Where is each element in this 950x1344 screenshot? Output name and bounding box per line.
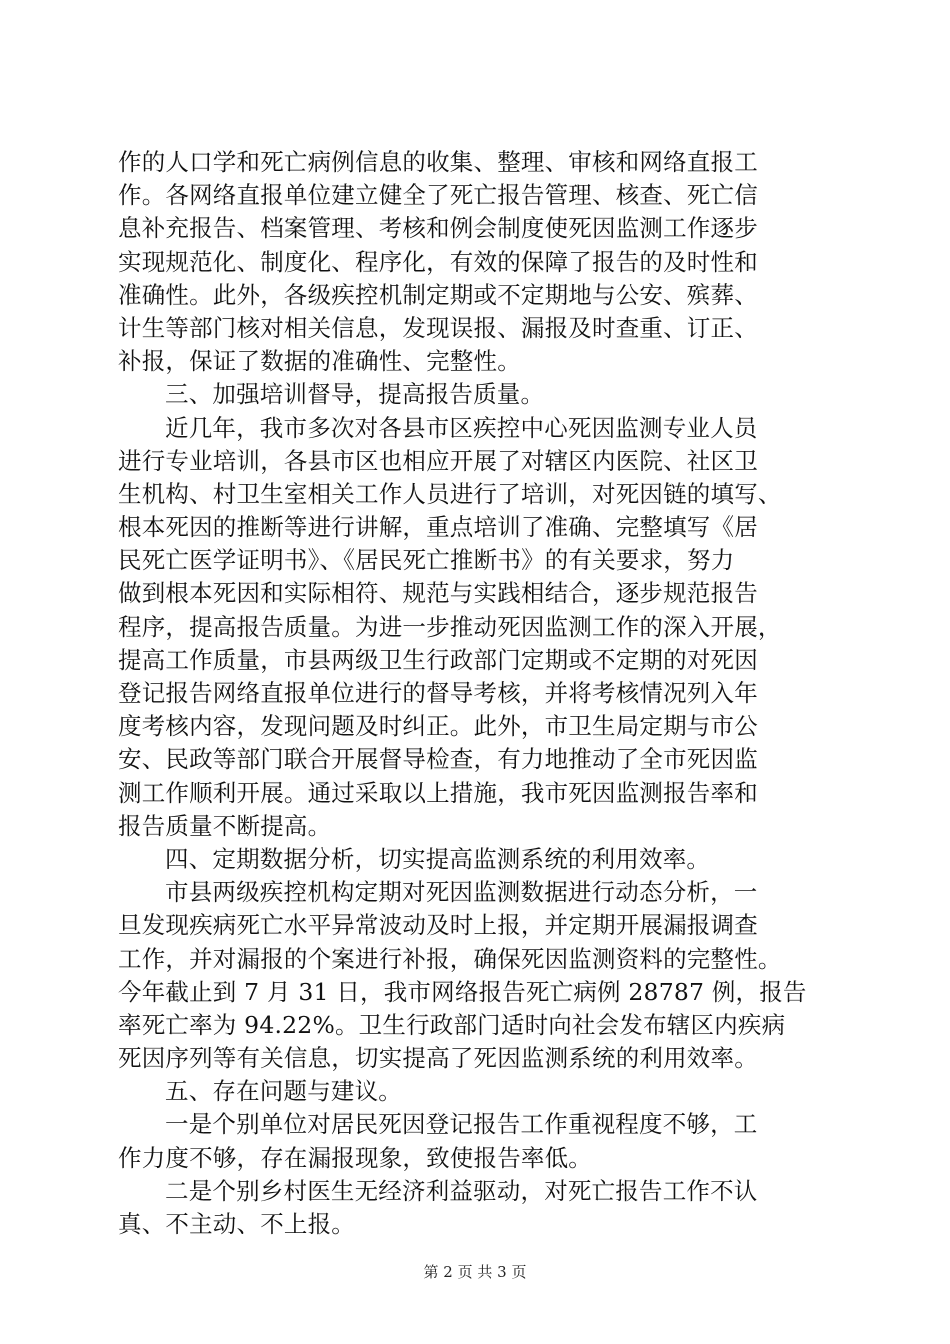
text-line: 四、定期数据分析，切实提高监测系统的利用效率。 [165,844,711,873]
text-line: 计生等部门核对相关信息，发现误报、漏报及时查重、订正、 [118,313,758,342]
text-line: 补报，保证了数据的准确性、完整性。 [118,347,521,376]
text-line: 三、加强培训督导，提高报告质量。 [165,380,545,409]
text-line: 今年截止到 7 月 31 日，我市网络报告死亡病例 28787 例，报告 [118,977,807,1006]
text-line: 作力度不够，存在漏报现象，致使报告率低。 [118,1143,592,1172]
text-line: 程序，提高报告质量。为进一步推动死因监测工作的深入开展， [118,612,782,641]
text-line: 率死亡率为 94.22%。卫生行政部门适时向社会发布辖区内疾病 [118,1010,786,1039]
text-line: 真、不主动、不上报。 [118,1210,355,1238]
text-line: 进行专业培训，各县市区也相应开展了对辖区内医院、社区卫 [118,446,758,475]
text-line: 作。各网络直报单位建立健全了死亡报告管理、核查、死亡信 [118,181,758,210]
document-body [118,146,838,1241]
text-line: 近几年，我市多次对各县市区疾控中心死因监测专业人员 [165,413,758,442]
page-footer: 第 2 页 共 3 页 [423,1263,527,1281]
text-line: 作的人口学和死亡病例信息的收集、整理、审核和网络直报工 [118,148,758,176]
text-line: 准确性。此外，各级疾控机制定期或不定期地与公安、殡葬、 [118,280,758,309]
text-line: 提高工作质量，市县两级卫生行政部门定期或不定期的对死因 [118,645,758,674]
text-line: 工作，并对漏报的个案进行补报，确保死因监测资料的完整性。 [118,944,782,973]
text-line: 度考核内容，发现问题及时纠正。此外，市卫生局定期与市公 [118,712,758,741]
text-line: 生机构、村卫生室相关工作人员进行了培训，对死因链的填写、 [118,479,782,508]
text-line: 死因序列等有关信息，切实提高了死因监测系统的利用效率。 [118,1044,758,1073]
text-line: 根本死因的推断等进行讲解，重点培训了准确、完整填写《居 [118,513,758,542]
text-line: 二是个别乡村医生无经济利益驱动，对死亡报告工作不认 [165,1176,758,1205]
text-line: 做到根本死因和实际相符、规范与实践相结合，逐步规范报告 [118,579,758,608]
text-line: 登记报告网络直报单位进行的督导考核，并将考核情况列入年 [118,679,758,707]
text-line: 旦发现疾病死亡水平异常波动及时上报，并定期开展漏报调查 [118,911,758,940]
text-line: 民死亡医学证明书》、《居民死亡推断书》的有关要求，努力 [118,546,735,575]
text-line: 测工作顺利开展。通过采取以上措施，我市死因监测报告率和 [118,778,758,807]
text-line: 安、民政等部门联合开展督导检查，有力地推动了全市死因监 [118,745,758,774]
text-line: 息补充报告、档案管理、考核和例会制度使死因监测工作逐步 [118,214,758,243]
text-line: 五、存在问题与建议。 [165,1077,402,1106]
text-line: 市县两级疾控机构定期对死因监测数据进行动态分析，一 [165,878,758,907]
text-line: 一是个别单位对居民死因登记报告工作重视程度不够，工 [165,1110,758,1139]
text-line: 报告质量不断提高。 [118,811,332,840]
text-line: 实现规范化、制度化、程序化，有效的保障了报告的及时性和 [118,247,758,276]
